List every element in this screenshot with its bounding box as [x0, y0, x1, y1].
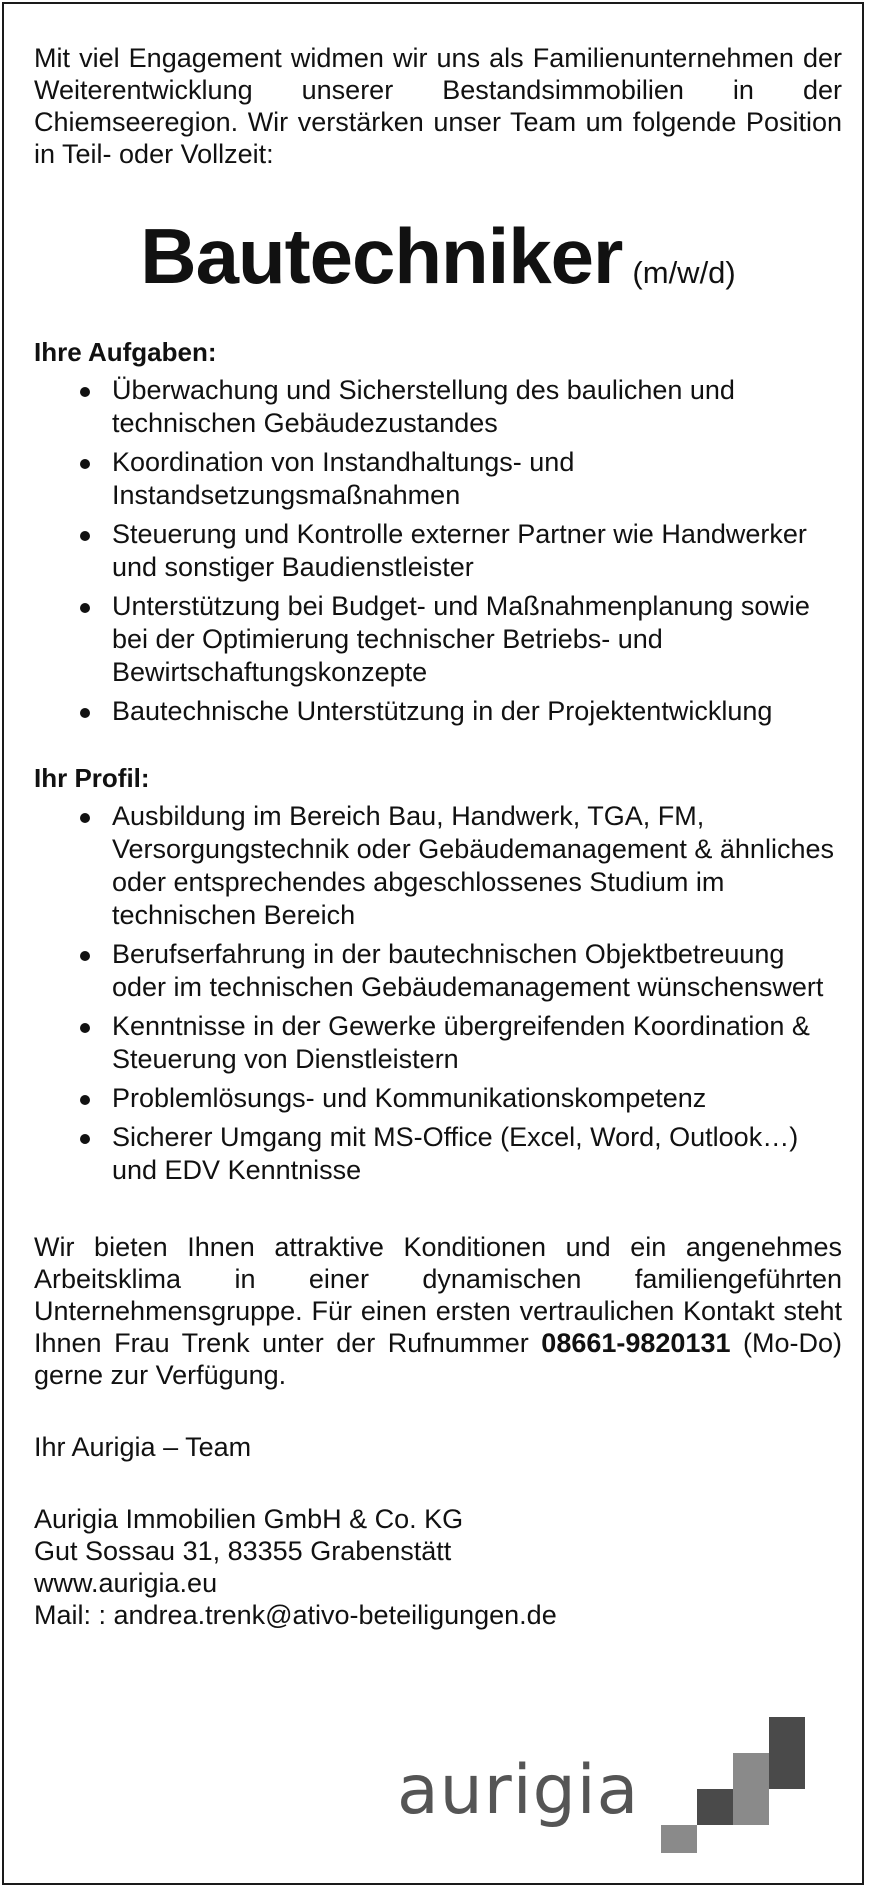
aurigia-logo: [397, 1717, 837, 1857]
profile-item: [34, 800, 842, 932]
task-text: Überwachung und Sicherstellung des baulichen und technischen Gebäudezustandes: [112, 375, 735, 438]
logo-square: [769, 1753, 805, 1789]
profile-heading: Ihr Profil:: [34, 763, 150, 793]
company-street: Gut Sossau 31, 83355 Grabenstätt: [34, 1536, 452, 1566]
gender-note: (m/w/d): [632, 255, 736, 290]
profile-list: [34, 800, 842, 1187]
task-item: [34, 590, 842, 689]
ad-content: [34, 42, 842, 1631]
offer-paragraph: [34, 1231, 842, 1391]
task-item: [34, 518, 842, 584]
bullet-icon: [80, 708, 90, 718]
profile-item: [34, 1121, 842, 1187]
contact-email: Mail: : andrea.trenk@ativo-beteiligungen.de: [34, 1600, 557, 1630]
offer-text-before: Wir bieten Ihnen attraktive Konditionen und ein angenehmes Arbeitsklima in einer dynamischen familiengeführten Unternehmensgruppe. Für einen ersten vertraulichen Kontakt steht Ihnen Frau Trenk unter der Rufnummer: [34, 1232, 842, 1358]
logo-wordmark: aurigia: [397, 1751, 640, 1830]
bullet-icon: [80, 603, 90, 613]
bullet-icon: [80, 387, 90, 397]
profile-item: [34, 938, 842, 1004]
bullet-icon: [80, 951, 90, 961]
company-address: [34, 1503, 842, 1631]
job-title: Bautechniker: [140, 212, 623, 300]
bullet-icon: [80, 1023, 90, 1033]
tasks-heading: Ihre Aufgaben:: [34, 337, 217, 367]
logo-squares-icon: [397, 1717, 837, 1857]
bullet-icon: [80, 1134, 90, 1144]
bullet-icon: [80, 1095, 90, 1105]
profile-item: [34, 1082, 842, 1115]
logo-square: [661, 1825, 697, 1853]
profile-text: Problemlösungs- und Kommunikationskompetenz: [112, 1083, 707, 1113]
signoff: Ihr Aurigia – Team: [34, 1432, 252, 1462]
task-item: [34, 695, 842, 728]
profile-text: Sicherer Umgang mit MS-Office (Excel, Word, Outlook…) und EDV Kenntnisse: [112, 1122, 799, 1185]
task-item: [34, 374, 842, 440]
profile-text: Kenntnisse in der Gewerke übergreifenden Koordination & Steuerung von Dienstleistern: [112, 1011, 810, 1074]
profile-text: Berufserfahrung in der bautechnischen Objektbetreuung oder im technischen Gebäudemanagement wünschenswert: [112, 939, 824, 1002]
company-name: Aurigia Immobilien GmbH & Co. KG: [34, 1504, 464, 1534]
contact-phone: 08661-9820131: [541, 1328, 731, 1358]
task-text: Steuerung und Kontrolle externer Partner wie Handwerker und sonstiger Baudienstleister: [112, 519, 807, 582]
task-text: Unterstützung bei Budget- und Maßnahmenplanung sowie bei der Optimierung technischer Betriebs- und Bewirtschaftungskonzepte: [112, 591, 810, 687]
logo-square: [733, 1789, 769, 1825]
profile-item: [34, 1010, 842, 1076]
profile-text: Ausbildung im Bereich Bau, Handwerk, TGA, FM, Versorgungstechnik oder Gebäudemanagement & ähnliches oder entsprechendes abgeschlossenes Studium im technischen Bereich: [112, 801, 834, 930]
task-text: Bautechnische Unterstützung in der Projektentwicklung: [112, 696, 773, 726]
bullet-icon: [80, 459, 90, 469]
logo-square: [697, 1789, 733, 1825]
logo-square: [733, 1753, 769, 1789]
bullet-icon: [80, 531, 90, 541]
ad-frame: [2, 2, 864, 1885]
logo-square: [769, 1717, 805, 1753]
bullet-icon: [80, 813, 90, 823]
company-website: www.aurigia.eu: [34, 1568, 218, 1598]
task-text: Koordination von Instandhaltungs- und Instandsetzungsmaßnahmen: [112, 447, 575, 510]
intro-paragraph: Mit viel Engagement widmen wir uns als Familienunternehmen der Weiterentwicklung unserer Bestandsimmobilien in der Chiemseeregion. Wir verstärken unser Team um folgende Position in Teil- oder Vollzeit:: [34, 43, 842, 169]
task-item: [34, 446, 842, 512]
job-headline: [34, 212, 842, 300]
tasks-list: [34, 374, 842, 728]
offer-text-after: (Mo-Do) gerne zur Verfügung.: [34, 1328, 842, 1390]
